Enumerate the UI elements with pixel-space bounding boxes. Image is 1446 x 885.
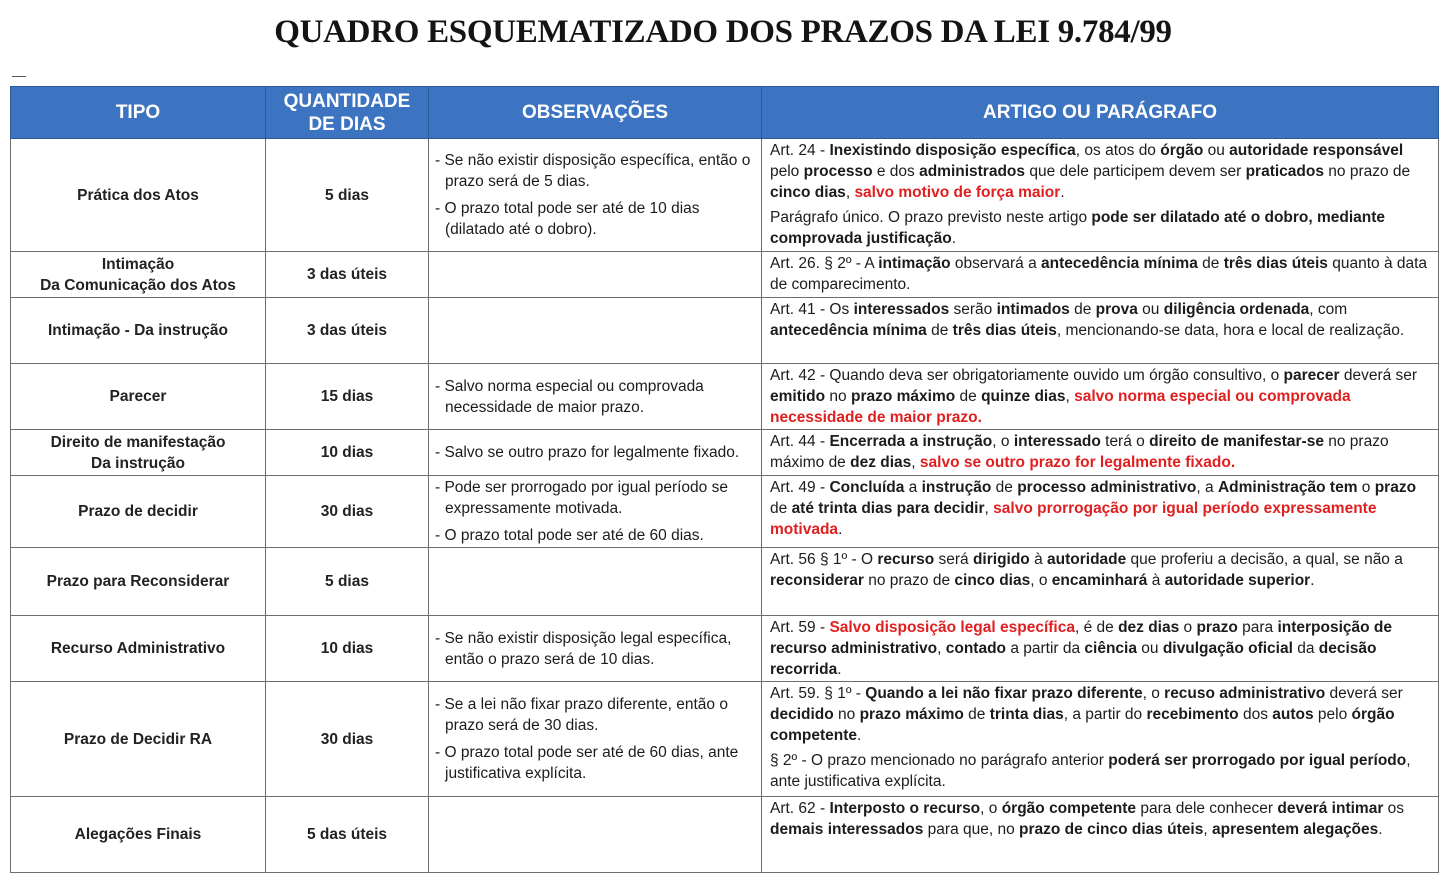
header-quantidade-line1: QUANTIDADE	[283, 90, 411, 112]
artigo-emphasis: demais interessados	[770, 821, 924, 838]
table-row	[11, 430, 1439, 476]
artigo-text: .	[837, 661, 842, 678]
artigo-text: observará a	[950, 255, 1042, 272]
artigo-emphasis: órgão competente	[1001, 800, 1137, 817]
artigo-text: .	[1378, 821, 1383, 838]
artigo-emphasis: contado	[945, 640, 1007, 657]
artigo-text: Art. 59. § 1º -	[770, 685, 866, 702]
cell-artigo	[762, 139, 1439, 252]
artigo-text: , o	[992, 433, 1014, 450]
header-quantidade	[266, 87, 429, 139]
artigo-emphasis: encaminhará	[1051, 572, 1148, 589]
artigo-emphasis: deverá intimar	[1277, 800, 1384, 817]
cell-quantidade: 10 dias	[266, 430, 429, 476]
cell-observacoes	[429, 298, 762, 364]
artigo-emphasis: recebimento	[1146, 706, 1239, 723]
artigo-text: de	[991, 479, 1018, 496]
cell-quantidade: 3 das úteis	[266, 252, 429, 298]
artigo-text: deverá ser	[1339, 367, 1418, 384]
cell-artigo	[762, 797, 1439, 873]
artigo-text: Art. 62 -	[770, 800, 830, 817]
artigo-emphasis: dirigido	[972, 551, 1030, 568]
artigo-text: , os atos do	[1075, 142, 1161, 159]
cell-artigo	[762, 298, 1439, 364]
cell-tipo	[11, 139, 266, 252]
artigo-emphasis: interessados	[853, 301, 950, 318]
cell-observacoes	[429, 616, 762, 682]
cell-quantidade: 3 das úteis	[266, 298, 429, 364]
tipo-line: Intimação	[101, 255, 175, 273]
table-row	[11, 139, 1439, 252]
artigo-text: , é de	[1074, 619, 1119, 636]
artigo-text: § 2º - O prazo mencionado no parágrafo anterior	[770, 752, 1109, 769]
artigo-text: , o	[980, 800, 1002, 817]
cell-tipo	[11, 797, 266, 873]
artigo-text: Art. 59 -	[770, 619, 830, 636]
cell-observacoes	[429, 682, 762, 797]
cell-quantidade: 15 dias	[266, 364, 429, 430]
artigo-text: terá o	[1100, 433, 1150, 450]
artigo-paragraph	[770, 140, 1430, 203]
tipo-line: Parecer	[109, 388, 167, 405]
header-quantidade-line2: DE DIAS	[308, 113, 386, 135]
cell-artigo	[762, 252, 1439, 298]
observacao-item: - Se não existir disposição específica, então o prazo será de 5 dias.	[435, 152, 751, 190]
artigo-emphasis: intimados	[996, 301, 1070, 318]
artigo-paragraph	[770, 207, 1430, 249]
artigo-text: de	[1069, 301, 1096, 318]
artigo-text: .	[838, 521, 843, 538]
cell-observacoes	[429, 139, 762, 252]
artigo-text: Art. 26. § 2º - A	[770, 255, 879, 272]
artigo-highlight: Salvo disposição legal específica	[829, 619, 1075, 636]
cell-quantidade: 10 dias	[266, 616, 429, 682]
artigo-text: para que, no	[923, 821, 1020, 838]
artigo-emphasis: diligência ordenada	[1163, 301, 1310, 318]
artigo-text: .	[1310, 572, 1315, 589]
artigo-emphasis: recurso	[877, 551, 935, 568]
artigo-text: dos	[1238, 706, 1273, 723]
cell-artigo	[762, 430, 1439, 476]
artigo-text: à	[1147, 572, 1165, 589]
artigo-emphasis: pode ser dilatado até o dobro, mediante comprovada justificação	[770, 209, 1386, 247]
artigo-text: de	[955, 388, 982, 405]
artigo-emphasis: trinta dias	[989, 706, 1064, 723]
artigo-text: no	[825, 388, 851, 405]
artigo-text: .	[1060, 184, 1065, 201]
artigo-emphasis: ciência	[1084, 640, 1137, 657]
table-row	[11, 298, 1439, 364]
artigo-paragraph	[770, 477, 1430, 540]
artigo-emphasis: interessado	[1013, 433, 1101, 450]
cell-artigo	[762, 364, 1439, 430]
artigo-paragraph	[770, 750, 1430, 792]
artigo-emphasis: decisão recorrida	[770, 640, 1377, 678]
artigo-text: , com	[1309, 301, 1348, 318]
artigo-text: Art. 24 -	[770, 142, 830, 159]
observacao-item: - Salvo se outro prazo for legalmente fixado.	[435, 444, 740, 461]
artigo-highlight: salvo se outro prazo for legalmente fixado.	[919, 454, 1236, 471]
artigo-text: Art. 41 - Os	[770, 301, 854, 318]
artigo-emphasis: prazo máximo	[850, 388, 956, 405]
artigo-text: ou	[1203, 142, 1230, 159]
cell-tipo	[11, 682, 266, 797]
artigo-text: de	[1197, 255, 1224, 272]
observacao-item: - O prazo total pode ser até de 10 dias (dilatado até o dobro).	[435, 200, 700, 238]
artigo-text: Parágrafo único. O prazo previsto neste artigo	[770, 209, 1092, 226]
artigo-highlight: salvo prorrogação por igual período expressamente motivada	[770, 500, 1377, 538]
artigo-emphasis: Administração tem	[1217, 479, 1358, 496]
artigo-emphasis: três dias úteis	[952, 322, 1057, 339]
tipo-line: Direito de manifestação	[50, 433, 226, 451]
artigo-text: ou	[1137, 301, 1164, 318]
artigo-text: para	[1237, 619, 1278, 636]
artigo-emphasis: órgão competente	[770, 706, 1395, 744]
artigo-emphasis: reconsiderar	[770, 572, 864, 589]
artigo-text: ,	[845, 184, 855, 201]
cell-observacoes	[429, 548, 762, 616]
artigo-text: da	[1292, 640, 1319, 657]
artigo-emphasis: autoridade	[1047, 551, 1127, 568]
artigo-text: serão	[949, 301, 997, 318]
artigo-emphasis: processo	[803, 163, 873, 180]
artigo-emphasis: cinco dias	[770, 184, 846, 201]
artigo-text: deverá ser	[1325, 685, 1403, 702]
table-row	[11, 682, 1439, 797]
cell-tipo	[11, 298, 266, 364]
artigo-emphasis: parecer	[1283, 367, 1340, 384]
artigo-text: ,	[937, 640, 946, 657]
artigo-text: e dos	[872, 163, 920, 180]
cell-artigo	[762, 476, 1439, 548]
artigo-paragraph	[770, 617, 1430, 680]
artigo-text: no prazo de	[1323, 163, 1411, 180]
artigo-paragraph	[770, 431, 1430, 473]
artigo-text: ,	[1203, 821, 1212, 838]
artigo-emphasis: quinze dias	[981, 388, 1066, 405]
artigo-text: pelo	[1313, 706, 1352, 723]
table-body	[11, 139, 1439, 873]
tipo-line: Prazo para Reconsiderar	[46, 573, 230, 590]
artigo-emphasis: prazo	[1196, 619, 1238, 636]
artigo-emphasis: praticados	[1245, 163, 1324, 180]
artigo-emphasis: Encerrada a instrução	[829, 433, 993, 450]
artigo-text: que dele participem devem ser	[1025, 163, 1246, 180]
artigo-paragraph	[770, 253, 1430, 295]
artigo-highlight: salvo norma especial ou comprovada necessidade de maior prazo.	[770, 388, 1351, 426]
artigo-emphasis: poderá ser prorrogado por igual período	[1108, 752, 1407, 769]
artigo-text: , a partir do	[1063, 706, 1147, 723]
page-title: QUADRO ESQUEMATIZADO DOS PRAZOS DA LEI 9.784/99	[274, 14, 1172, 50]
artigo-text: à	[1029, 551, 1048, 568]
cell-quantidade: 5 dias	[266, 139, 429, 252]
cell-tipo	[11, 476, 266, 548]
artigo-emphasis: antecedência mínima	[770, 322, 927, 339]
artigo-text: .	[857, 727, 862, 744]
cell-tipo	[11, 616, 266, 682]
artigo-emphasis: órgão	[1160, 142, 1204, 159]
observacao-item: - Se não existir disposição legal específica, então o prazo será de 10 dias.	[435, 629, 732, 668]
artigo-text: o	[1179, 619, 1197, 636]
artigo-text: ou	[1136, 640, 1163, 657]
artigo-emphasis: instrução	[921, 479, 992, 496]
tipo-line: Prazo de decidir	[78, 503, 198, 520]
header-tipo: TIPO	[11, 87, 266, 139]
artigo-text: a partir da	[1006, 640, 1085, 657]
cell-tipo	[11, 430, 266, 476]
artigo-paragraph	[770, 365, 1430, 428]
observacao-item: - Salvo norma especial ou comprovada necessidade de maior prazo.	[435, 377, 704, 416]
cell-quantidade: 30 dias	[266, 682, 429, 797]
artigo-text: para dele conhecer	[1136, 800, 1278, 817]
artigo-emphasis: Interposto o recurso	[829, 800, 981, 817]
observacao-item: - O prazo total pode ser até de 60 dias, ante justificativa explícita.	[435, 744, 739, 782]
artigo-text: de	[963, 706, 990, 723]
cell-artigo	[762, 616, 1439, 682]
tipo-line: Intimação - Da instrução	[47, 322, 228, 339]
tipo-line: Da instrução	[91, 454, 185, 472]
tipo-line: Prática dos Atos	[77, 186, 199, 204]
artigo-text: , ante justificativa explícita.	[770, 752, 1411, 790]
artigo-emphasis: autoridade superior	[1164, 572, 1311, 589]
artigo-emphasis: autoridade responsável	[1229, 142, 1404, 159]
artigo-text: Art. 42 - Quando deva ser obrigatoriamente ouvido um órgão consultivo, o	[770, 367, 1284, 384]
artigo-text: Art. 49 -	[770, 479, 830, 496]
cell-observacoes	[429, 252, 762, 298]
header-observacoes: OBSERVAÇÕES	[429, 87, 762, 139]
cell-tipo	[11, 252, 266, 298]
artigo-text: o	[1357, 479, 1375, 496]
cell-observacoes	[429, 430, 762, 476]
artigo-emphasis: Concluída	[829, 479, 905, 496]
artigo-text: ,	[911, 454, 920, 471]
deadlines-table	[10, 86, 1439, 873]
header-artigo: ARTIGO OU PARÁGRAFO	[762, 87, 1439, 139]
artigo-emphasis: dez dias	[850, 454, 912, 471]
artigo-paragraph	[770, 549, 1430, 591]
table-row	[11, 364, 1439, 430]
cell-tipo	[11, 548, 266, 616]
artigo-text: quanto à data de comparecimento.	[770, 255, 1428, 293]
artigo-emphasis: três dias úteis	[1223, 255, 1328, 272]
table-row	[11, 548, 1439, 616]
artigo-emphasis: recuso administrativo	[1164, 685, 1326, 702]
artigo-text: os	[1383, 800, 1405, 817]
artigo-text: ,	[1065, 388, 1075, 405]
tipo-line: Da Comunicação dos Atos	[40, 276, 236, 294]
table-row	[11, 476, 1439, 548]
observacao-item: - Pode ser prorrogado por igual período se expressamente motivada.	[435, 479, 728, 517]
artigo-emphasis: apresentem alegações	[1211, 821, 1379, 838]
artigo-text: que proferiu a decisão, a qual, se não a	[1126, 551, 1403, 568]
artigo-emphasis: prazo	[1374, 479, 1417, 496]
tipo-line: Recurso Administrativo	[50, 640, 226, 657]
artigo-emphasis: antecedência mínima	[1041, 255, 1198, 272]
artigo-emphasis: processo administrativo	[1017, 479, 1197, 496]
cell-artigo	[762, 548, 1439, 616]
cell-quantidade: 30 dias	[266, 476, 429, 548]
artigo-emphasis: emitido	[770, 388, 826, 405]
artigo-emphasis: prazo de cinco dias úteis	[1019, 821, 1204, 838]
header-row	[11, 87, 1439, 139]
cell-observacoes	[429, 476, 762, 548]
artigo-emphasis: prova	[1095, 301, 1138, 318]
artigo-text: , o	[1030, 572, 1052, 589]
artigo-emphasis: direito de manifestar-se	[1149, 433, 1324, 450]
artigo-text: , a	[1196, 479, 1218, 496]
divider-mark	[12, 76, 26, 77]
artigo-text: Art. 44 -	[770, 433, 830, 450]
artigo-emphasis: dez dias	[1118, 619, 1180, 636]
artigo-text: ,	[984, 500, 994, 517]
cell-observacoes	[429, 364, 762, 430]
tipo-line: Prazo de Decidir RA	[63, 730, 213, 748]
table-row	[11, 252, 1439, 298]
artigo-text: no prazo de	[863, 572, 955, 589]
artigo-emphasis: decidido	[770, 706, 834, 723]
cell-tipo	[11, 364, 266, 430]
cell-quantidade: 5 das úteis	[266, 797, 429, 873]
artigo-text: de	[770, 500, 792, 517]
artigo-emphasis: interposição de recurso administrativo	[770, 619, 1393, 657]
table-row	[11, 797, 1439, 873]
artigo-text: , o	[1142, 685, 1165, 702]
artigo-paragraph	[770, 683, 1430, 746]
artigo-text: no prazo máximo de	[770, 433, 1389, 471]
artigo-highlight: salvo motivo de força maior	[854, 184, 1061, 201]
artigo-emphasis: administrados	[919, 163, 1026, 180]
artigo-emphasis: Quando a lei não fixar prazo diferente	[865, 685, 1143, 702]
cell-artigo	[762, 682, 1439, 797]
artigo-text: de	[926, 322, 953, 339]
tipo-line: Alegações Finais	[74, 826, 202, 843]
artigo-text: , mencionando-se data, hora e local de realização.	[1056, 322, 1405, 339]
artigo-emphasis: cinco dias	[954, 572, 1031, 589]
artigo-emphasis: Inexistindo disposição específica	[829, 142, 1076, 159]
artigo-text: Art. 56 § 1º - O	[770, 551, 878, 568]
artigo-emphasis: prazo máximo	[859, 706, 964, 723]
artigo-emphasis: até trinta dias para decidir	[791, 500, 985, 517]
artigo-text: será	[934, 551, 973, 568]
observacao-item: - O prazo total pode ser até de 60 dias.	[435, 527, 704, 544]
artigo-emphasis: divulgação oficial	[1162, 640, 1293, 657]
artigo-paragraph	[770, 299, 1430, 341]
cell-observacoes	[429, 797, 762, 873]
cell-quantidade: 5 dias	[266, 548, 429, 616]
artigo-emphasis: autos	[1272, 706, 1314, 723]
artigo-paragraph	[770, 798, 1430, 840]
artigo-text: pelo	[770, 163, 804, 180]
observacao-item: - Se a lei não fixar prazo diferente, então o prazo será de 30 dias.	[435, 696, 728, 734]
artigo-emphasis: intimação	[878, 255, 951, 272]
artigo-text: a	[904, 479, 922, 496]
artigo-text: .	[951, 230, 957, 247]
table-row	[11, 616, 1439, 682]
artigo-text: no	[833, 706, 860, 723]
